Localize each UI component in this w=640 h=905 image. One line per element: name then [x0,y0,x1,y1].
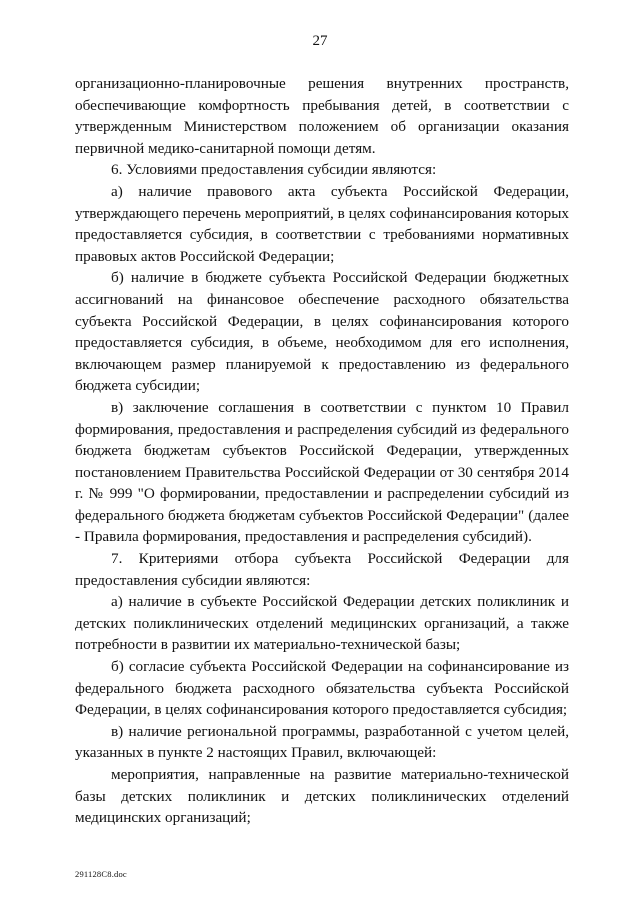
document-file-code: 291128C8.doc [75,869,127,879]
clause-6-heading: 6. Условиями предоставления субсидии являются: [111,161,437,179]
clause-7-v: в) наличие региональной программы, разработанной с учетом целей, указанных в пункте 2 настоящих Правил, включающей: [75,722,569,762]
clause-6-v: в) заключение соглашения в соответствии с пунктом 10 Правил формирования, предоставления и распределения субсидий из федерального бюджета бюджетам субъектов Российской Федерации, утвержденных постановлением Правительства Российской Федерации от 30 сентября 2014 г. № 999 "О формировании, предоставлении и распределении субсидий из федерального бюджета бюджетам субъектов Российской Федерации" (далее - Правила формирования, предоставления и распределения субсидий). [75,398,569,546]
clause-6-a: а) наличие правового акта субъекта Российской Федерации, утверждающего перечень мероприятий, в целях софинансирования которых предоставляется субсидия, в соответствии с требованиями нормативных правовых актов Российской Федерации; [75,182,569,265]
clause-7-v-item-1: мероприятия, направленные на развитие материально-технической базы детских поликлиник и детских поликлинических отделений медицинских организаций; [75,766,569,827]
clause-6-b: б) наличие в бюджете субъекта Российской Федерации бюджетных ассигнований на финансовое обеспечение расходного обязательства субъекта Российской Федерации, в целях софинансирования которого предоставляется субсидия, в объеме, необходимом для его исполнения, включающем размер планируемой к предоставлению из федерального бюджета субсидии; [75,269,569,395]
clause-7-a: а) наличие в субъекте Российской Федерации детских поликлиник и детских поликлинических отделений медицинских организаций, а также потребности в развитии их материально-технической базы; [75,593,569,654]
clause-7-b: б) согласие субъекта Российской Федерации на софинансирование из федерального бюджета расходного обязательства субъекта Российской Федерации, в целях софинансирования которого предоставляется субсидия; [75,658,569,719]
clause-7-heading: 7. Критериями отбора субъекта Российской Федерации для предоставления субсидии являются: [75,550,569,589]
page-number: 27 [312,33,328,49]
document-body [75,73,569,829]
paragraph-continuation: организационно-планировочные решения внутренних пространств, обеспечивающие комфортность пребывания детей, в соответствии с утвержденным Министерством положением об организации оказания первичной медико-санитарной помощи детям. [75,75,569,157]
